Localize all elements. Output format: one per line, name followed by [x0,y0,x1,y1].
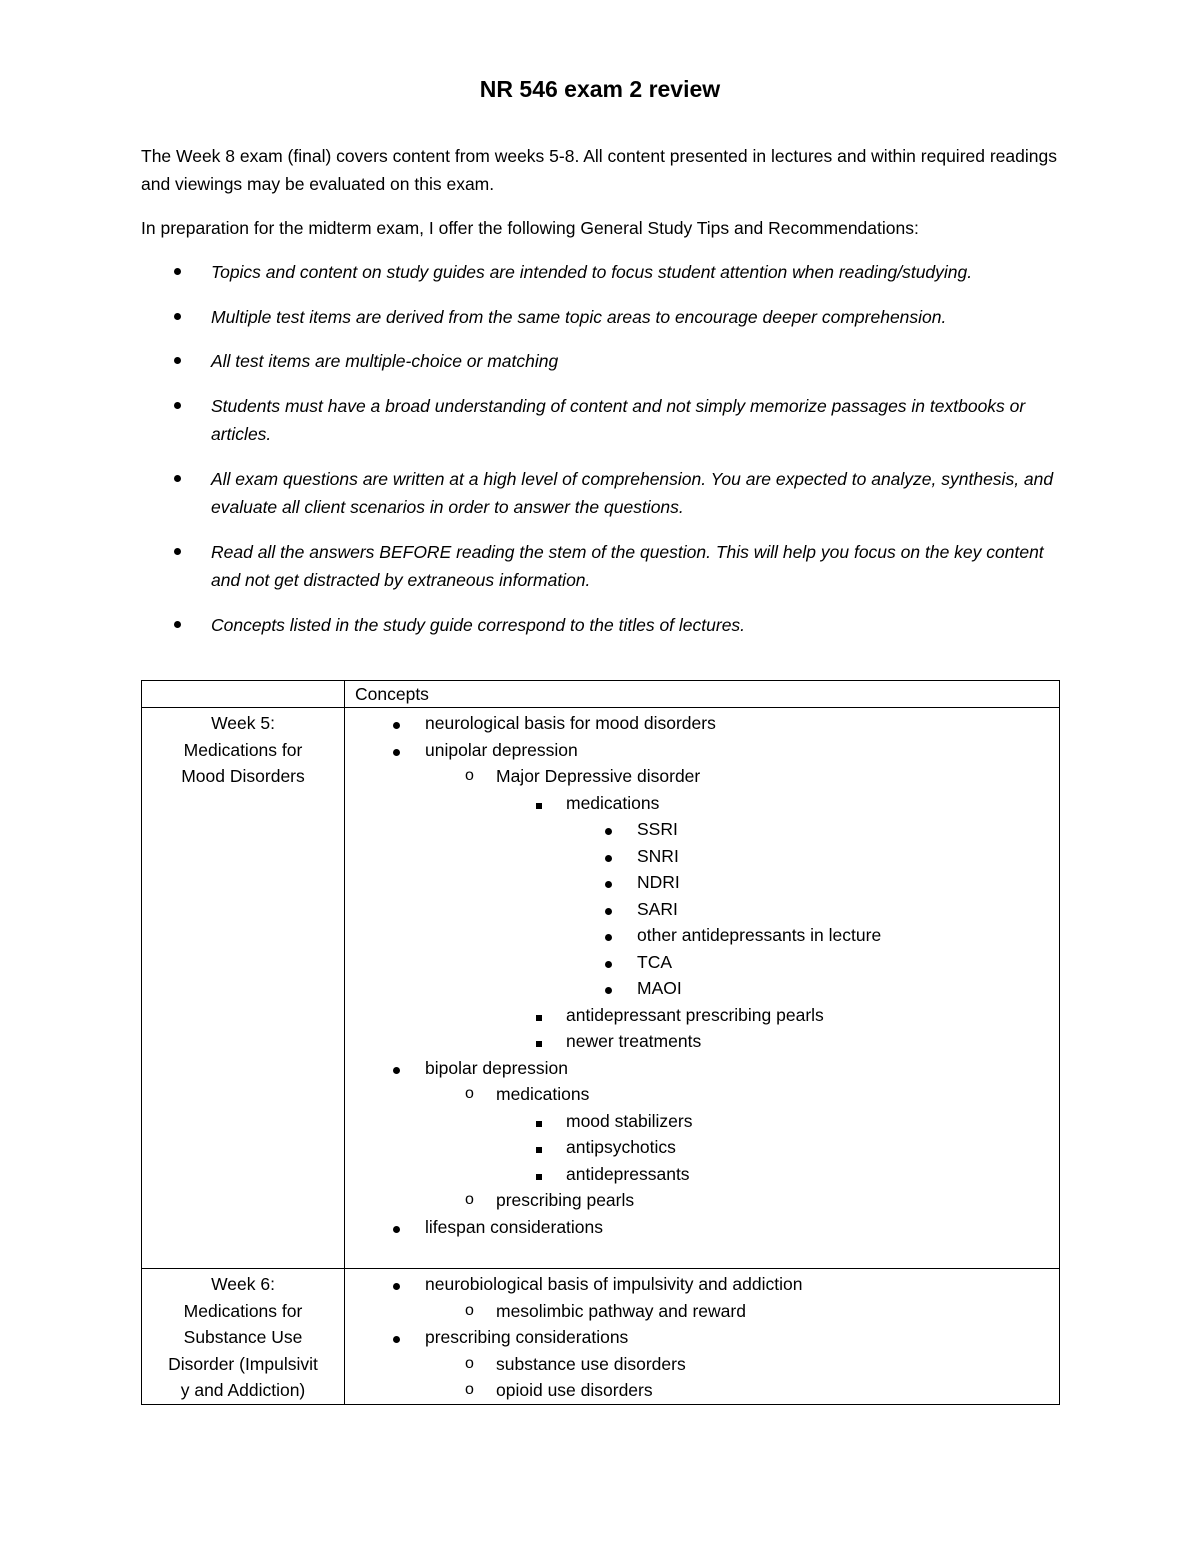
bullet-icon [174,402,181,409]
week-label-line: Week 6: [211,1274,275,1294]
bullet-icon [393,1324,400,1351]
bullet-icon [605,869,612,896]
concept-list [345,708,1059,1240]
bullet-icon [605,896,612,923]
concept-text: bipolar depression [425,1057,569,1078]
bullet-icon [393,1067,400,1074]
concept-text: prescribing pearls [496,1190,635,1210]
study-tip: Read all the answers BEFORE reading the stem of the question. This will help you focus on the key content and not get distracted by extraneous information. [141,538,1061,595]
concept-item [345,1324,1059,1351]
concept-item [345,710,1059,737]
bullet-icon [605,855,612,862]
bullet-icon [605,987,612,994]
header-concepts-cell: Concepts [345,681,1060,708]
concept-item [345,1298,1059,1325]
concept-item [345,1081,1059,1108]
bullet-icon [393,1283,400,1290]
circle-bullet-icon: o [465,1381,474,1398]
bullet-icon [605,949,612,976]
square-bullet-icon [536,1028,542,1055]
concept-text: TCA [637,951,672,972]
bullet-icon [605,908,612,915]
bullet-icon [605,922,612,949]
concept-text: NDRI [637,872,680,892]
bullet-icon [174,268,181,275]
concept-item [345,816,1059,843]
square-bullet-icon [536,790,542,817]
circle-bullet-icon: o [465,1301,474,1319]
concept-text: SNRI [637,845,679,866]
concept-item [345,1377,1059,1404]
bullet-icon [393,722,400,729]
bullet-icon [605,881,612,888]
study-tip: Multiple test items are derived from the same topic areas to encourage deeper comprehension. [141,303,1061,332]
concept-item [345,790,1059,817]
concept-text: prescribing considerations [425,1327,629,1347]
concept-item [345,1187,1059,1214]
bullet-icon [605,816,612,843]
concept-item [345,1271,1059,1298]
week-cell [142,1269,345,1405]
concept-text: Major Depressive disorder [496,766,701,786]
study-tips-list [141,258,1061,655]
concept-item [345,737,1059,764]
concept-item [345,1214,1059,1241]
circle-bullet-icon: o [465,767,474,784]
week-label-line: Medications for [183,1300,303,1321]
concept-item [345,896,1059,923]
square-bullet-icon [536,1002,542,1029]
circle-bullet-icon: o [465,1085,474,1102]
bullet-icon [174,621,181,628]
week-label-line: Disorder (Impulsivit [168,1353,318,1374]
concept-item [345,1108,1059,1135]
bullet-icon [393,1336,400,1343]
table-row [142,1269,1060,1405]
concept-item [345,949,1059,976]
bullet-icon [174,548,181,555]
week-label-line: Week 5: [211,713,275,733]
bullet-icon [605,934,612,941]
study-tip: Concepts listed in the study guide correspond to the titles of lectures. [141,611,1061,640]
intro-paragraph: The Week 8 exam (final) covers content from weeks 5-8. All content presented in lectures and within required readings and viewings may be evaluated on this exam. [141,146,1057,194]
concept-text: lifespan considerations [425,1216,604,1237]
concept-item [345,922,1059,949]
concepts-cell [345,708,1060,1269]
bullet-icon [393,1214,400,1241]
concept-text: opioid use disorders [496,1380,653,1400]
square-bullet-icon [536,1147,542,1153]
square-bullet-icon [536,1121,542,1127]
concept-text: antidepressants [566,1163,690,1184]
concept-text: SSRI [637,819,678,839]
table-header-row [142,681,1060,708]
study-guide-table [141,680,1060,1405]
circle-bullet-icon: o [465,1191,474,1208]
concept-item [345,1351,1059,1378]
bullet-icon [174,313,181,320]
square-bullet-icon [536,1108,542,1135]
page-title: NR 546 exam 2 review [479,76,721,102]
square-bullet-icon [536,1174,542,1180]
bullet-icon [393,1271,400,1298]
square-bullet-icon [536,1015,542,1021]
concept-text: newer treatments [566,1031,702,1051]
bullet-icon [393,710,400,737]
bullet-icon [605,828,612,835]
bullet-icon [393,749,400,756]
concept-text: antipsychotics [566,1137,676,1157]
concept-item [345,1055,1059,1082]
circle-bullet-icon: o [465,1354,474,1372]
concept-text: other antidepressants in lecture [637,925,882,945]
prep-paragraph: In preparation for the midterm exam, I offer the following General Study Tips and Recommendations: [141,218,919,238]
square-bullet-icon [536,1134,542,1161]
concept-text: medications [496,1084,590,1104]
bullet-icon [605,961,612,968]
week-cell [142,708,345,1269]
concept-text: substance use disorders [496,1353,686,1374]
concept-item [345,1028,1059,1055]
header-week-cell [142,681,345,708]
bullet-icon [605,975,612,1002]
concept-item [345,1002,1059,1029]
concept-item [345,1161,1059,1188]
study-tip: Topics and content on study guides are intended to focus student attention when reading/studying. [141,258,1061,287]
study-tip: All exam questions are written at a high level of comprehension. You are expected to analyze, synthesis, and evaluate all client scenarios in order to answer the questions. [141,465,1061,522]
concepts-cell [345,1269,1060,1405]
week-label-line: Medications for [183,739,303,760]
concept-item [345,975,1059,1002]
square-bullet-icon [536,803,542,809]
table-row [142,708,1060,1269]
bullet-icon [605,843,612,870]
bullet-icon [393,737,400,764]
concept-text: mesolimbic pathway and reward [496,1300,746,1321]
week-label-line: Mood Disorders [181,766,305,786]
bullet-icon [174,357,181,364]
bullet-icon [393,1226,400,1233]
concept-item [345,763,1059,790]
concept-item [345,843,1059,870]
square-bullet-icon [536,1041,542,1047]
concept-text: unipolar depression [425,739,578,760]
concept-text: SARI [637,898,678,919]
concept-text: MAOI [637,978,682,998]
study-tip: All test items are multiple-choice or matching [141,347,1061,376]
bullet-icon [393,1055,400,1082]
concept-text: neurological basis for mood disorders [425,713,716,733]
square-bullet-icon [536,1161,542,1188]
concept-text: mood stabilizers [566,1110,693,1131]
concept-item [345,1134,1059,1161]
week-label-line: y and Addiction) [180,1380,306,1400]
bullet-icon [174,475,181,482]
concept-list [345,1269,1059,1404]
week-label-line: Substance Use [183,1327,303,1347]
concept-text: antidepressant prescribing pearls [566,1004,824,1025]
concept-item [345,869,1059,896]
concept-text: neurobiological basis of impulsivity and addiction [425,1274,803,1294]
study-tip: Students must have a broad understanding of content and not simply memorize passages in textbooks or articles. [141,392,1061,449]
concept-text: medications [566,792,660,813]
